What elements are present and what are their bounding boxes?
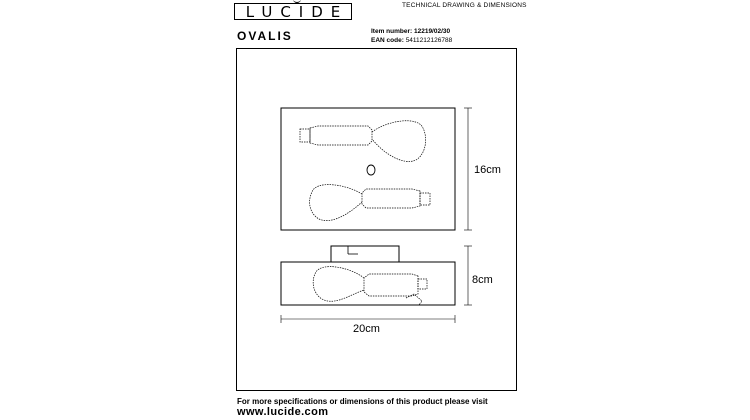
side-view-outline <box>281 262 455 305</box>
website-link[interactable]: www.lucide.com <box>237 406 329 418</box>
ean-row <box>371 36 452 45</box>
logo-text: LUCIDE <box>245 3 349 21</box>
side-bulb <box>313 267 427 305</box>
ean-label: EAN code: <box>371 37 404 44</box>
top-bulb-2 <box>310 185 430 221</box>
footer-note: For more specifications or dimensions of this product please visit <box>237 397 488 406</box>
height-label-side: 8cm <box>472 274 493 286</box>
height-label-top: 16cm <box>474 164 501 176</box>
product-meta <box>371 27 452 45</box>
width-label: 20cm <box>353 323 380 335</box>
item-number-label: Item number: <box>371 28 413 35</box>
wall-bracket <box>331 246 399 262</box>
ean-value: 5411212126788 <box>405 37 453 44</box>
technical-drawing <box>236 48 517 391</box>
document-type: TECHNICAL DRAWING & DIMENSIONS <box>402 2 527 9</box>
item-number-value: 12219/02/30 <box>413 28 451 35</box>
brand-logo <box>234 3 352 20</box>
top-bulb-1 <box>300 121 426 162</box>
product-name: OVALIS <box>237 29 293 43</box>
item-number-row <box>371 27 452 36</box>
mount-hole <box>367 165 375 175</box>
